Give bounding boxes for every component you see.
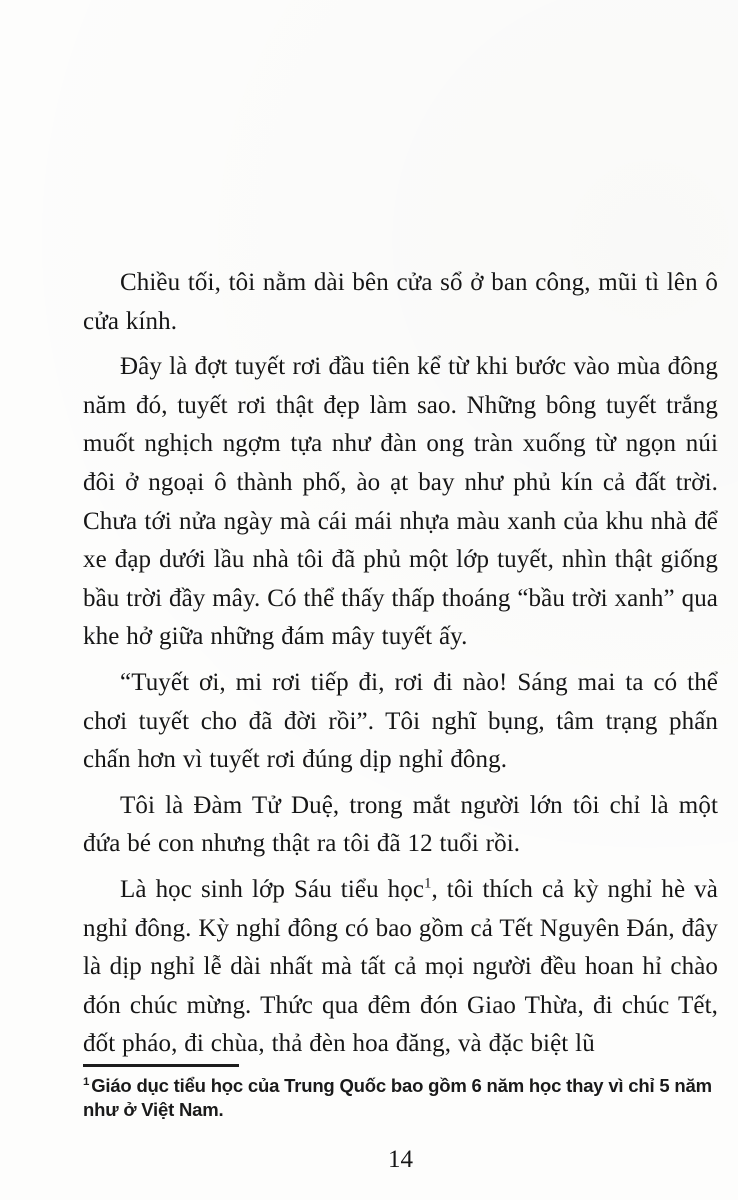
footnote (83, 1064, 718, 1122)
page-number: 14 (388, 1146, 413, 1173)
footnote-reference: 1 (424, 875, 432, 892)
footnote-marker: 1 (83, 1075, 90, 1088)
footnote-body: Giáo dục tiểu học của Trung Quốc bao gồm 6 năm học thay vì chỉ 5 năm như ở Việt Nam. (83, 1075, 712, 1120)
paragraph: Tôi là Đàm Tử Duệ, trong mắt người lớn tôi chỉ là một đứa bé con nhưng thật ra tôi đã 12 tuổi rồi. (83, 791, 718, 858)
paragraph: Là học sinh lớp Sáu tiểu học$^1$, tôi thích cả kỳ nghỉ hè và nghỉ đông. Kỳ nghỉ đông có bao gồm cả Tết Nguyên Đán, đây là dịp nghỉ lễ dài nhất mà tất cả mọi người đều hoan hỉ chào đón chúc mừng. Thức qua đêm đón Giao Thừa, đi chúc Tết, đốt pháo, đi chùa, thả đèn hoa đăng, và đặc biệt lũ (83, 875, 718, 1058)
paragraph: Đây là đợt tuyết rơi đầu tiên kể từ khi bước vào mùa đông năm đó, tuyết rơi thật đẹp làm sao. Những bông tuyết trắng muốt nghịch ngợm tựa như đàn ong tràn xuống từ ngọn núi đôi ở ngoại ô thành phố, ào ạt bay như phủ kín cả đất trời. Chưa tới nửa ngày mà cái mái nhựa màu xanh của khu nhà để xe đạp dưới lầu nhà tôi đã phủ một lớp tuyết, nhìn thật giống bầu trời đầy mây. Có thể thấy thấp thoáng “bầu trời xanh” qua khe hở giữa những đám mây tuyết ấy. (83, 353, 718, 651)
paragraph: “Tuyết ơi, mi rơi tiếp đi, rơi đi nào! Sáng mai ta có thể chơi tuyết cho đã đời rồi”. Tôi nghĩ bụng, tâm trạng phấn chấn hơn vì tuyết rơi đúng dịp nghỉ đông. (83, 668, 718, 774)
footnote-divider (83, 1064, 239, 1067)
footnote-text (83, 1074, 718, 1122)
page-body (83, 264, 718, 1064)
paragraph: Chiều tối, tôi nằm dài bên cửa sổ ở ban công, mũi tì lên ô cửa kính. (83, 269, 718, 335)
